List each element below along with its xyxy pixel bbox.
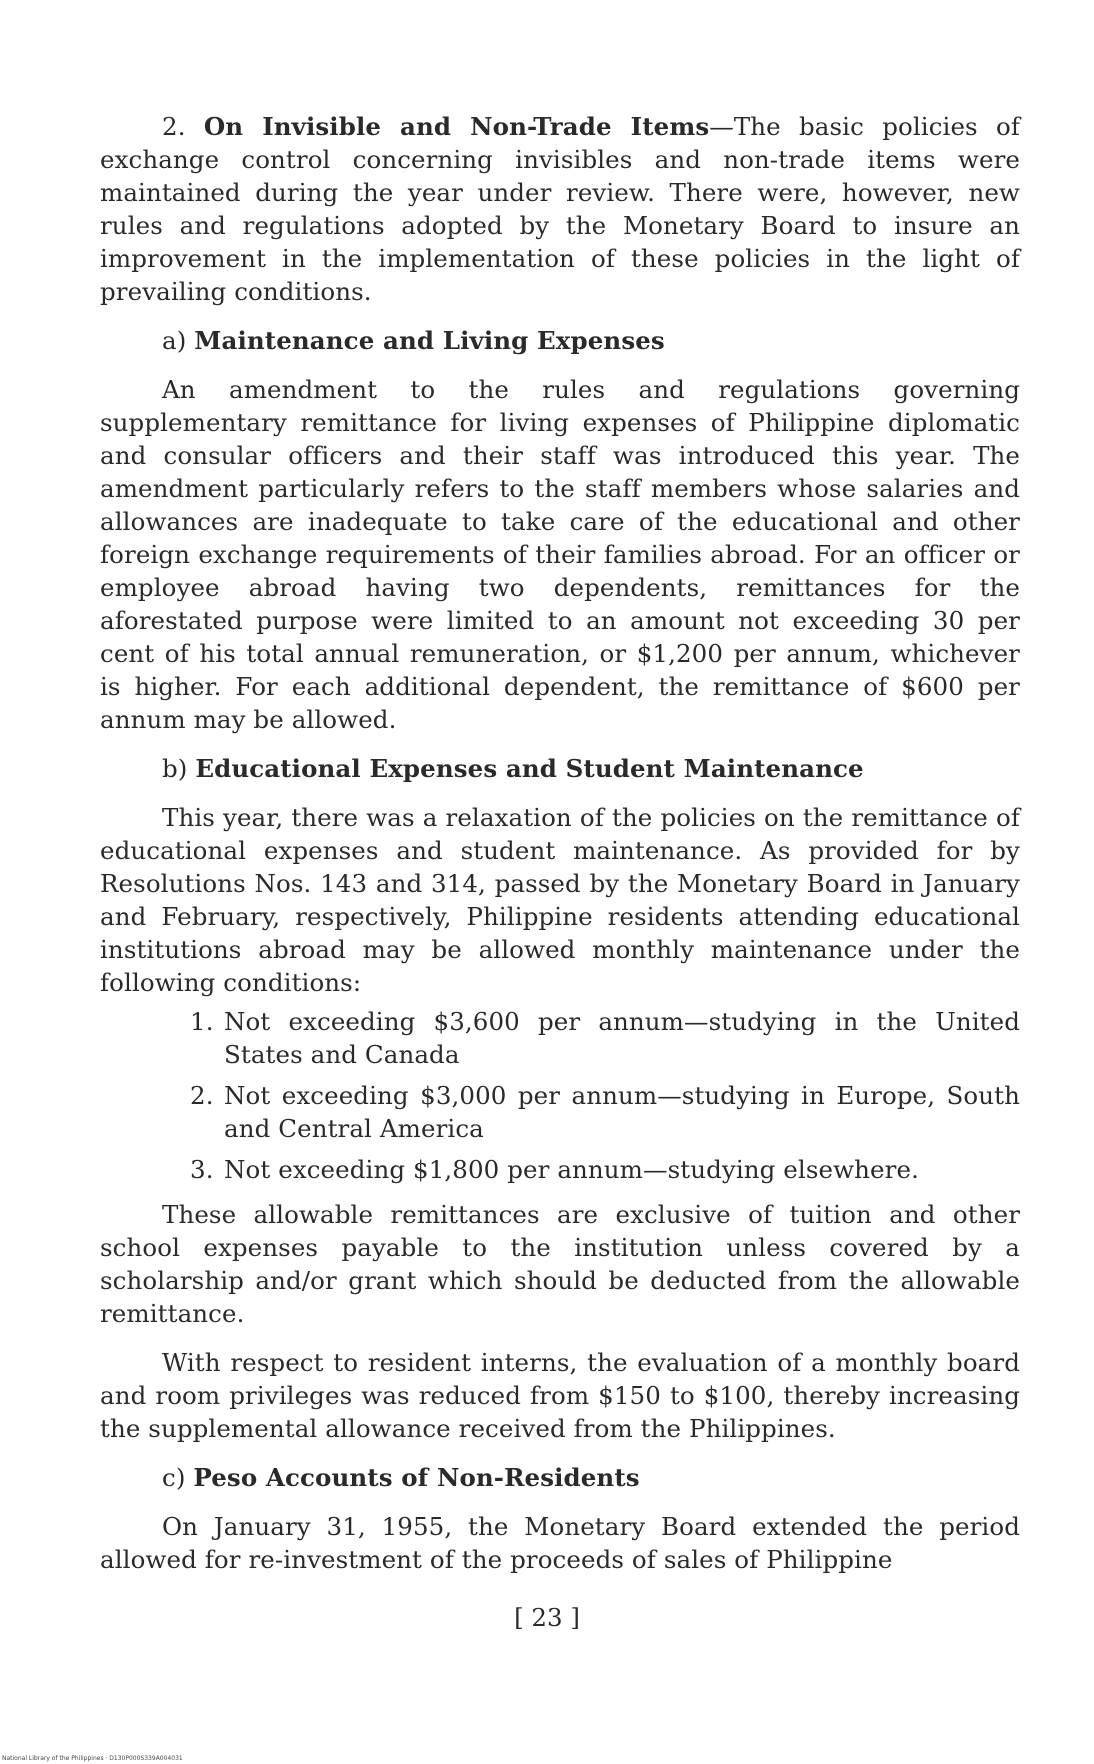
subsection-a-heading <box>162 324 1020 357</box>
condition-text: Not exceeding $3,000 per annum—studying in Europe, South and Central America <box>224 1081 1020 1143</box>
subsection-a-label: a) <box>162 326 187 355</box>
subsection-b-title: Educational Expenses and Student Maintenance <box>195 754 864 783</box>
subsection-b-paragraph-3: With respect to resident interns, the evaluation of a monthly board and room privileges was reduced from $150 to $100, thereby increasing the supplemental allowance received from the Philippines. <box>100 1348 1020 1443</box>
condition-text: Not exceeding $1,800 per annum—studying elsewhere. <box>224 1155 919 1184</box>
condition-item <box>100 1079 1020 1145</box>
subsection-a-title: Maintenance and Living Expenses <box>194 326 665 355</box>
scan-footer-text: National Library of the Philippines · D130P000S339A004031 <box>2 1755 183 1762</box>
subsection-c-label: c) <box>162 1463 186 1492</box>
subsection-b-paragraph-2: These allowable remittances are exclusive of tuition and other school expenses payable to the institution unless covered by a scholarship and/or grant which should be deducted from the allowable remittance. <box>100 1200 1020 1328</box>
subsection-b-heading <box>162 752 1020 785</box>
condition-item <box>100 1153 1020 1186</box>
document-page <box>100 110 1020 1576</box>
condition-text: Not exceeding $3,600 per annum—studying in the United States and Canada <box>224 1007 1020 1069</box>
condition-number: 2. <box>190 1081 214 1110</box>
section-2-title: On Invisible and Non-Trade Items <box>203 112 710 141</box>
subsection-c-heading <box>162 1461 1020 1494</box>
subsection-b-label: b) <box>162 754 188 783</box>
conditions-list <box>100 1005 1020 1186</box>
subsection-c-paragraph: On January 31, 1955, the Monetary Board extended the period allowed for re-investment of the proceeds of sales of Philippine <box>100 1512 1020 1574</box>
condition-number: 3. <box>190 1155 214 1184</box>
section-2-number: 2. <box>162 112 186 141</box>
subsection-a-paragraph: An amendment to the rules and regulations governing supplementary remittance for living expenses of Philippine diplomatic and consular officers and their staff was introduced this year. The amendment particularly refers to the staff members whose salaries and allowances are inadequate to take care of the educational and other foreign exchange requirements of their families abroad. For an officer or employee abroad having two dependents, remittances for the aforestated purpose were limited to an amount not exceeding 30 per cent of his total annual remuneration, or $1,200 per annum, whichever is higher. For each additional dependent, the remittance of $600 per annum may be allowed. <box>100 375 1020 734</box>
section-2-body: —The basic policies of exchange control concerning invisibles and non-trade items were maintained during the year under review. There were, however, new rules and regulations adopted by the Monetary Board to insure an improvement in the implementation of these policies in the light of prevailing conditions. <box>100 112 1021 306</box>
condition-number: 1. <box>190 1007 214 1036</box>
section-2-paragraph <box>100 110 1020 308</box>
page-number: [ 23 ] <box>514 1603 580 1632</box>
subsection-c-title: Peso Accounts of Non-Residents <box>193 1463 640 1492</box>
condition-item <box>100 1005 1020 1071</box>
subsection-b-paragraph: This year, there was a relaxation of the policies on the remittance of educational expenses and student maintenance. As provided for by Resolutions Nos. 143 and 314, passed by the Monetary Board in January and February, respectively, Philippine residents attending educational institutions abroad may be allowed monthly maintenance under the following conditions: <box>100 803 1020 997</box>
